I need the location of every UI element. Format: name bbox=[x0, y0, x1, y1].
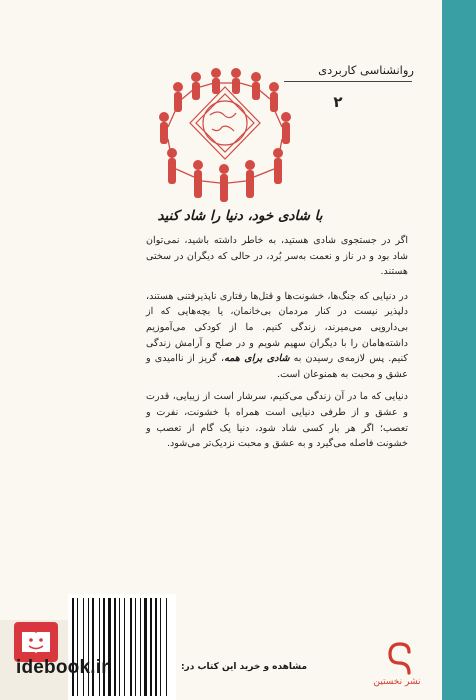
blurb-paragraph-1: اگر در جستجوی شادی هستید، به خاطر داشته باشید، نمی‌توان شاد بود و در ناز و نعمت به‌سر بُرد، در حالی که دیگران در سختی هستند. bbox=[146, 235, 408, 278]
book-icon bbox=[14, 622, 58, 662]
blurb-paragraph-2-end: ، گریز از ناامیدی و عشق و محبت به همنوعان است. bbox=[146, 353, 408, 380]
cover-headline: با شادی خود، دنیا را شاد کنید bbox=[157, 208, 323, 224]
watermark-caption: مشاهده و خرید این کتاب در: bbox=[180, 662, 308, 672]
watermark-site-link[interactable]: idebook.ir bbox=[16, 657, 109, 678]
cover-spine-strip bbox=[442, 0, 476, 700]
series-underline bbox=[284, 81, 412, 82]
blurb-paragraph-2-start: در دنیایی که جنگ‌ها، خشونت‌ها و قتل‌ها رفتاری ناپذیرفتنی هستند، دلپذیر نیست در کنار مردمان بی‌خانمان، یا بچه‌هایی که از بی‌دارویی می‌میرند، زندگی کنیم. ما از کودکی می‌آموزیم داشته‌هامان را با دیگران سهیم شویم و در صلح و آرامش زندگی کنیم. پس لازمه‌ی رسیدن به bbox=[146, 290, 409, 365]
series-title: روانشناسی کاربردی bbox=[318, 63, 414, 77]
people-around-globe-illustration bbox=[150, 65, 300, 205]
publisher-name: نشر نخستین bbox=[373, 677, 421, 687]
publisher-logo-icon bbox=[384, 640, 412, 676]
barcode bbox=[68, 594, 176, 700]
series-number: ۲ bbox=[333, 93, 343, 111]
blurb-paragraph-3: دنیایی که ما در آن زندگی می‌کنیم، سرشار است از زیبایی، قدرت و عشق و از طرفی دنیایی است همراه با خشونت، نفرت و تعصب؛ اگر هر بار کسی شاد شود، دنیا یک گام از تعصب و خشونت فاصله می‌گیرد و به عشق و محبت نزدیک‌تر می‌شود. bbox=[146, 391, 408, 450]
blurb-paragraph-2 bbox=[146, 289, 408, 383]
cover-blurb bbox=[146, 233, 408, 459]
blurb-emphasis: شادی برای همه bbox=[224, 353, 290, 365]
